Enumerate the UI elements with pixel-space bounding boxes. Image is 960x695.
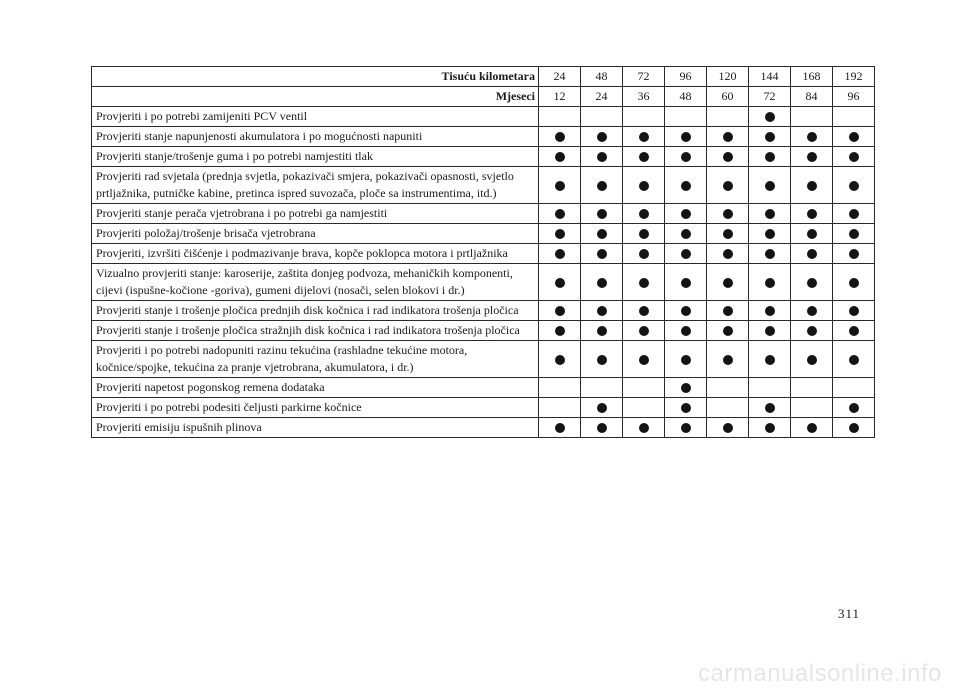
header-row-kilometers — [92, 67, 875, 87]
header-month-value: 12 — [539, 87, 581, 107]
interval-cell — [581, 418, 623, 438]
interval-cell — [749, 107, 791, 127]
interval-cell — [791, 378, 833, 398]
task-description: Provjeriti i po potrebi podesiti čeljusti parkirne kočnice — [92, 398, 539, 418]
interval-cell — [623, 301, 665, 321]
interval-cell — [791, 341, 833, 378]
interval-cell — [833, 224, 875, 244]
interval-cell — [707, 167, 749, 204]
task-description: Provjeriti stanje i trošenje pločica prednjih disk kočnica i rad indikatora trošenja pločica — [92, 301, 539, 321]
task-description: Provjeriti napetost pogonskog remena dodataka — [92, 378, 539, 398]
check-dot-icon — [807, 181, 817, 191]
interval-cell — [791, 244, 833, 264]
interval-cell — [791, 398, 833, 418]
check-dot-icon — [597, 249, 607, 259]
interval-cell — [791, 264, 833, 301]
check-dot-icon — [639, 209, 649, 219]
interval-cell — [665, 341, 707, 378]
check-dot-icon — [639, 278, 649, 288]
interval-cell — [665, 204, 707, 224]
interval-cell — [791, 204, 833, 224]
table-row — [92, 204, 875, 224]
table-row — [92, 418, 875, 438]
check-dot-icon — [765, 181, 775, 191]
interval-cell — [581, 167, 623, 204]
check-dot-icon — [639, 181, 649, 191]
interval-cell — [749, 264, 791, 301]
interval-cell — [707, 341, 749, 378]
header-km-value: 168 — [791, 67, 833, 87]
interval-cell — [749, 167, 791, 204]
interval-cell — [581, 321, 623, 341]
interval-cell — [749, 398, 791, 418]
interval-cell — [791, 107, 833, 127]
interval-cell — [833, 378, 875, 398]
check-dot-icon — [849, 229, 859, 239]
interval-cell — [539, 244, 581, 264]
interval-cell — [623, 378, 665, 398]
interval-cell — [581, 147, 623, 167]
table-row — [92, 147, 875, 167]
header-month-value: 48 — [665, 87, 707, 107]
check-dot-icon — [555, 278, 565, 288]
check-dot-icon — [597, 152, 607, 162]
interval-cell — [749, 127, 791, 147]
interval-cell — [623, 341, 665, 378]
check-dot-icon — [681, 278, 691, 288]
task-description: Provjeriti stanje perača vjetrobrana i po potrebi ga namjestiti — [92, 204, 539, 224]
check-dot-icon — [555, 423, 565, 433]
interval-cell — [665, 378, 707, 398]
interval-cell — [581, 224, 623, 244]
interval-cell — [623, 107, 665, 127]
schedule-body — [92, 107, 875, 438]
header-km-value: 144 — [749, 67, 791, 87]
check-dot-icon — [849, 132, 859, 142]
interval-cell — [539, 127, 581, 147]
check-dot-icon — [681, 181, 691, 191]
interval-cell — [833, 147, 875, 167]
check-dot-icon — [597, 355, 607, 365]
interval-cell — [707, 224, 749, 244]
check-dot-icon — [681, 229, 691, 239]
interval-cell — [539, 341, 581, 378]
check-dot-icon — [723, 249, 733, 259]
check-dot-icon — [681, 249, 691, 259]
interval-cell — [539, 204, 581, 224]
interval-cell — [665, 224, 707, 244]
check-dot-icon — [723, 355, 733, 365]
check-dot-icon — [849, 355, 859, 365]
table-row — [92, 378, 875, 398]
interval-cell — [581, 127, 623, 147]
check-dot-icon — [807, 229, 817, 239]
table-row — [92, 107, 875, 127]
check-dot-icon — [807, 326, 817, 336]
check-dot-icon — [681, 152, 691, 162]
task-description: Provjeriti i po potrebi nadopuniti razinu tekućina (rashladne tekućine motora, kočnice/spojke, tekućina za pranje vjetrobrana, akumulatora, i dr.) — [92, 341, 539, 378]
interval-cell — [791, 321, 833, 341]
interval-cell — [707, 321, 749, 341]
check-dot-icon — [555, 306, 565, 316]
interval-cell — [539, 418, 581, 438]
header-month-value: 84 — [791, 87, 833, 107]
check-dot-icon — [807, 152, 817, 162]
check-dot-icon — [849, 326, 859, 336]
interval-cell — [539, 224, 581, 244]
check-dot-icon — [765, 249, 775, 259]
interval-cell — [623, 224, 665, 244]
header-row-months — [92, 87, 875, 107]
header-month-value: 36 — [623, 87, 665, 107]
interval-cell — [833, 301, 875, 321]
interval-cell — [749, 147, 791, 167]
header-month-value: 96 — [833, 87, 875, 107]
interval-cell — [665, 107, 707, 127]
interval-cell — [833, 167, 875, 204]
header-km-value: 72 — [623, 67, 665, 87]
interval-cell — [833, 341, 875, 378]
table-row — [92, 301, 875, 321]
table-row — [92, 398, 875, 418]
interval-cell — [665, 147, 707, 167]
interval-cell — [707, 147, 749, 167]
header-km-value: 192 — [833, 67, 875, 87]
interval-cell — [749, 418, 791, 438]
check-dot-icon — [723, 423, 733, 433]
interval-cell — [833, 127, 875, 147]
check-dot-icon — [807, 355, 817, 365]
interval-cell — [833, 321, 875, 341]
table-row — [92, 127, 875, 147]
table-row — [92, 244, 875, 264]
check-dot-icon — [765, 306, 775, 316]
interval-cell — [791, 167, 833, 204]
check-dot-icon — [723, 152, 733, 162]
header-km-value: 96 — [665, 67, 707, 87]
interval-cell — [665, 418, 707, 438]
check-dot-icon — [597, 132, 607, 142]
interval-cell — [539, 107, 581, 127]
check-dot-icon — [639, 249, 649, 259]
check-dot-icon — [765, 132, 775, 142]
page-number: 311 — [838, 606, 861, 621]
check-dot-icon — [849, 249, 859, 259]
interval-cell — [665, 264, 707, 301]
check-dot-icon — [681, 383, 691, 393]
interval-cell — [665, 127, 707, 147]
check-dot-icon — [681, 355, 691, 365]
interval-cell — [581, 244, 623, 264]
check-dot-icon — [765, 278, 775, 288]
task-description: Provjeriti rad svjetala (prednja svjetla, pokazivači smjera, pokazivači opasnosti, svjetlo prtljažnika, putničke kabine, pretinca ispred suvozača, ploče sa instrumentima, itd.) — [92, 167, 539, 204]
interval-cell — [791, 418, 833, 438]
check-dot-icon — [597, 423, 607, 433]
interval-cell — [623, 244, 665, 264]
interval-cell — [665, 321, 707, 341]
check-dot-icon — [765, 326, 775, 336]
check-dot-icon — [681, 132, 691, 142]
interval-cell — [623, 204, 665, 224]
check-dot-icon — [555, 355, 565, 365]
check-dot-icon — [765, 423, 775, 433]
check-dot-icon — [597, 403, 607, 413]
interval-cell — [539, 167, 581, 204]
interval-cell — [791, 301, 833, 321]
check-dot-icon — [555, 229, 565, 239]
check-dot-icon — [723, 209, 733, 219]
task-description: Vizualno provjeriti stanje: karoserije, zaštita donjeg podvoza, mehaničkih komponenti, cijevi (ispušne-kočione -goriva), gumeni dijelovi (nosači, selen blokovi i dr.) — [92, 264, 539, 301]
check-dot-icon — [597, 326, 607, 336]
watermark: carmanualsonline.info — [698, 660, 942, 687]
check-dot-icon — [765, 152, 775, 162]
check-dot-icon — [723, 181, 733, 191]
header-km-value: 120 — [707, 67, 749, 87]
check-dot-icon — [765, 112, 775, 122]
check-dot-icon — [807, 306, 817, 316]
check-dot-icon — [849, 423, 859, 433]
interval-cell — [833, 398, 875, 418]
interval-cell — [581, 204, 623, 224]
task-description: Provjeriti emisiju ispušnih plinova — [92, 418, 539, 438]
interval-cell — [791, 224, 833, 244]
interval-cell — [833, 107, 875, 127]
table-row — [92, 321, 875, 341]
check-dot-icon — [849, 278, 859, 288]
interval-cell — [539, 147, 581, 167]
check-dot-icon — [555, 249, 565, 259]
interval-cell — [581, 341, 623, 378]
interval-cell — [749, 341, 791, 378]
check-dot-icon — [681, 209, 691, 219]
interval-cell — [791, 127, 833, 147]
check-dot-icon — [555, 181, 565, 191]
check-dot-icon — [597, 181, 607, 191]
interval-cell — [623, 127, 665, 147]
interval-cell — [539, 321, 581, 341]
interval-cell — [833, 418, 875, 438]
check-dot-icon — [555, 132, 565, 142]
interval-cell — [581, 264, 623, 301]
table-row — [92, 341, 875, 378]
check-dot-icon — [555, 209, 565, 219]
interval-cell — [833, 244, 875, 264]
check-dot-icon — [807, 132, 817, 142]
table-row — [92, 224, 875, 244]
header-km-value: 48 — [581, 67, 623, 87]
check-dot-icon — [723, 132, 733, 142]
check-dot-icon — [807, 249, 817, 259]
interval-cell — [833, 204, 875, 224]
interval-cell — [707, 244, 749, 264]
check-dot-icon — [849, 403, 859, 413]
interval-cell — [749, 204, 791, 224]
interval-cell — [623, 264, 665, 301]
header-month-value: 72 — [749, 87, 791, 107]
interval-cell — [707, 418, 749, 438]
check-dot-icon — [639, 326, 649, 336]
check-dot-icon — [849, 181, 859, 191]
table-row — [92, 167, 875, 204]
check-dot-icon — [639, 355, 649, 365]
interval-cell — [707, 398, 749, 418]
task-description: Provjeriti stanje i trošenje pločica stražnjih disk kočnica i rad indikatora trošenja pločica — [92, 321, 539, 341]
interval-cell — [833, 264, 875, 301]
interval-cell — [665, 244, 707, 264]
interval-cell — [539, 378, 581, 398]
interval-cell — [581, 301, 623, 321]
interval-cell — [707, 301, 749, 321]
check-dot-icon — [597, 278, 607, 288]
interval-cell — [623, 398, 665, 418]
header-month-value: 60 — [707, 87, 749, 107]
check-dot-icon — [765, 229, 775, 239]
task-description: Provjeriti stanje napunjenosti akumulatora i po mogućnosti napuniti — [92, 127, 539, 147]
check-dot-icon — [639, 132, 649, 142]
interval-cell — [539, 398, 581, 418]
interval-cell — [791, 147, 833, 167]
interval-cell — [749, 378, 791, 398]
interval-cell — [749, 301, 791, 321]
interval-cell — [749, 321, 791, 341]
interval-cell — [539, 264, 581, 301]
check-dot-icon — [765, 209, 775, 219]
interval-cell — [749, 224, 791, 244]
interval-cell — [707, 107, 749, 127]
check-dot-icon — [765, 403, 775, 413]
task-description: Provjeriti stanje/trošenje guma i po potrebi namjestiti tlak — [92, 147, 539, 167]
check-dot-icon — [849, 152, 859, 162]
interval-cell — [623, 418, 665, 438]
interval-cell — [707, 264, 749, 301]
header-km-value: 24 — [539, 67, 581, 87]
check-dot-icon — [849, 209, 859, 219]
interval-cell — [539, 301, 581, 321]
check-dot-icon — [807, 278, 817, 288]
interval-cell — [665, 398, 707, 418]
interval-cell — [707, 204, 749, 224]
interval-cell — [665, 167, 707, 204]
maintenance-schedule-table — [91, 66, 875, 438]
interval-cell — [623, 167, 665, 204]
check-dot-icon — [723, 278, 733, 288]
check-dot-icon — [681, 306, 691, 316]
task-description: Provjeriti položaj/trošenje brisača vjetrobrana — [92, 224, 539, 244]
interval-cell — [707, 378, 749, 398]
check-dot-icon — [555, 152, 565, 162]
check-dot-icon — [723, 306, 733, 316]
check-dot-icon — [681, 403, 691, 413]
check-dot-icon — [849, 306, 859, 316]
check-dot-icon — [597, 306, 607, 316]
interval-cell — [707, 127, 749, 147]
table-row — [92, 264, 875, 301]
interval-cell — [749, 244, 791, 264]
interval-cell — [623, 321, 665, 341]
check-dot-icon — [723, 326, 733, 336]
interval-cell — [581, 107, 623, 127]
interval-cell — [665, 301, 707, 321]
check-dot-icon — [765, 355, 775, 365]
check-dot-icon — [807, 209, 817, 219]
check-dot-icon — [723, 229, 733, 239]
interval-cell — [581, 378, 623, 398]
header-month-value: 24 — [581, 87, 623, 107]
check-dot-icon — [639, 152, 649, 162]
check-dot-icon — [807, 423, 817, 433]
check-dot-icon — [555, 326, 565, 336]
task-description: Provjeriti i po potrebi zamijeniti PCV ventil — [92, 107, 539, 127]
check-dot-icon — [597, 209, 607, 219]
check-dot-icon — [681, 326, 691, 336]
header-km-label: Tisuću kilometara — [92, 67, 539, 87]
check-dot-icon — [597, 229, 607, 239]
header-months-label: Mjeseci — [92, 87, 539, 107]
check-dot-icon — [639, 229, 649, 239]
task-description: Provjeriti, izvršiti čišćenje i podmazivanje brava, kopče poklopca motora i prtljažnika — [92, 244, 539, 264]
check-dot-icon — [639, 423, 649, 433]
check-dot-icon — [681, 423, 691, 433]
check-dot-icon — [639, 306, 649, 316]
interval-cell — [623, 147, 665, 167]
interval-cell — [581, 398, 623, 418]
